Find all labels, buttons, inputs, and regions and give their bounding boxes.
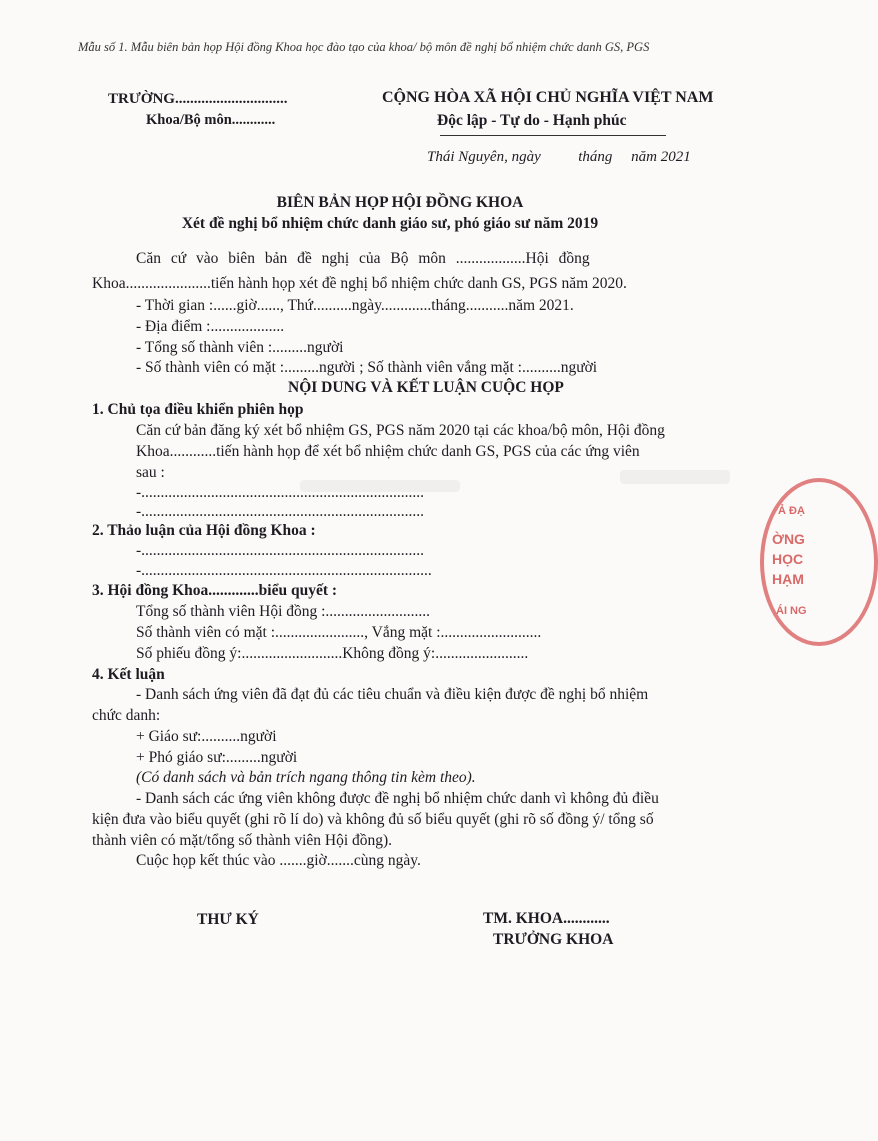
scan-smudge <box>620 470 730 484</box>
meeting-time: - Thời gian :......giờ......, Thứ..........ngày.............tháng...........năm 2021. <box>136 297 574 314</box>
vote-present-absent: Số thành viên có mặt :......................., Vắng mặt :.......................... <box>136 624 542 641</box>
document-subtitle: Xét đề nghị bổ nhiệm chức danh giáo sư, phó giáo sư năm 2019 <box>181 215 599 232</box>
official-stamp <box>760 478 878 646</box>
section-1-text: Căn cứ bản đăng ký xét bổ nhiệm GS, PGS năm 2020 tại các khoa/bộ môn, Hội đồng <box>136 422 665 439</box>
attendance: - Số thành viên có mặt :.........người ; Số thành viên vắng mặt :..........người <box>136 359 598 376</box>
conclusion-text: - Danh sách ứng viên đã đạt đủ các tiêu chuẩn và điều kiện được đề nghị bổ nhiệm <box>136 686 649 703</box>
section-1-heading: 1. Chủ tọa điều khiển phiên họp <box>92 401 304 418</box>
document-title: BIÊN BẢN HỌP HỘI ĐỒNG KHOA <box>276 194 524 211</box>
conclusion-text: kiện đưa vào biểu quyết (ghi rõ lí do) và không đủ số biểu quyết (ghi rõ số đồng ý/ tổng số <box>92 811 654 828</box>
conclusion-text: - Danh sách các ứng viên không được đề nghị bổ nhiệm chức danh vì không đủ điều <box>136 790 659 807</box>
school-name-field: TRƯỜNG.............................. <box>108 91 288 107</box>
national-motto: Độc lập - Tự do - Hạnh phúc <box>437 112 627 129</box>
department-field: Khoa/Bộ môn............ <box>146 112 276 128</box>
discussion-blank: -........................................................................... <box>136 562 432 579</box>
vote-results: Số phiếu đồng ý:..........................Không đồng ý:........................ <box>136 645 529 662</box>
section-4-heading: 4. Kết luận <box>92 666 165 683</box>
stamp-text: ÁI NG <box>776 605 807 617</box>
national-title: CỘNG HÒA XÃ HỘI CHỦ NGHĨA VIỆT NAM <box>382 89 714 106</box>
faculty-representative-label: TM. KHOA............ <box>483 910 610 927</box>
stamp-text: Ả ĐẠ <box>778 505 805 517</box>
intro-line: Khoa......................tiến hành họp xét đề nghị bổ nhiệm chức danh GS, PGS năm 2020. <box>92 275 627 292</box>
stamp-text: HẠM <box>772 571 804 587</box>
total-members: - Tổng số thành viên :.........người <box>136 339 344 356</box>
content-heading: NỘI DUNG VÀ KẾT LUẬN CUỘC HỌP <box>288 379 564 396</box>
professor-count: + Giáo sư:..........người <box>136 728 277 745</box>
conclusion-text: chức danh: <box>92 707 161 724</box>
candidate-blank: -......................................................................... <box>136 503 425 520</box>
section-3-heading: 3. Hội đồng Khoa.............biểu quyết : <box>92 582 338 599</box>
candidate-blank: -......................................................................... <box>136 484 425 501</box>
section-1-text: sau : <box>136 464 165 481</box>
stamp-text: ỜNG <box>772 531 805 547</box>
section-1-text: Khoa............tiến hành họp để xét bổ nhiệm chức danh GS, PGS của các ứng viên <box>136 443 640 460</box>
attachment-note: (Có danh sách và bản trích ngang thông tin kèm theo). <box>136 769 476 786</box>
motto-underline <box>440 135 666 136</box>
section-2-heading: 2. Thảo luận của Hội đồng Khoa : <box>92 522 316 539</box>
vote-total-members: Tổng số thành viên Hội đồng :........................... <box>136 603 431 620</box>
meeting-location: - Địa điểm :................... <box>136 318 285 335</box>
faculty-head-label: TRƯỞNG KHOA <box>493 931 614 948</box>
intro-line: Căn cứ vào biên bản đề nghị của Bộ môn ..................Hội đồng <box>136 250 590 267</box>
meeting-end: Cuộc họp kết thúc vào .......giờ.......cùng ngày. <box>136 852 421 869</box>
place-and-date: Thái Nguyên, ngày tháng năm 2021 <box>427 149 691 165</box>
conclusion-text: thành viên có mặt/tổng số thành viên Hội đồng). <box>92 832 393 849</box>
secretary-signature-label: THƯ KÝ <box>197 911 259 928</box>
associate-professor-count: + Phó giáo sư:.........người <box>136 749 298 766</box>
stamp-text: HỌC <box>772 551 804 567</box>
form-number-note: Mẫu số 1. Mẫu biên bản họp Hội đồng Khoa học đào tạo của khoa/ bộ môn đề nghị bổ nhiệm chức danh GS, PGS <box>78 40 650 54</box>
discussion-blank: -......................................................................... <box>136 542 425 559</box>
